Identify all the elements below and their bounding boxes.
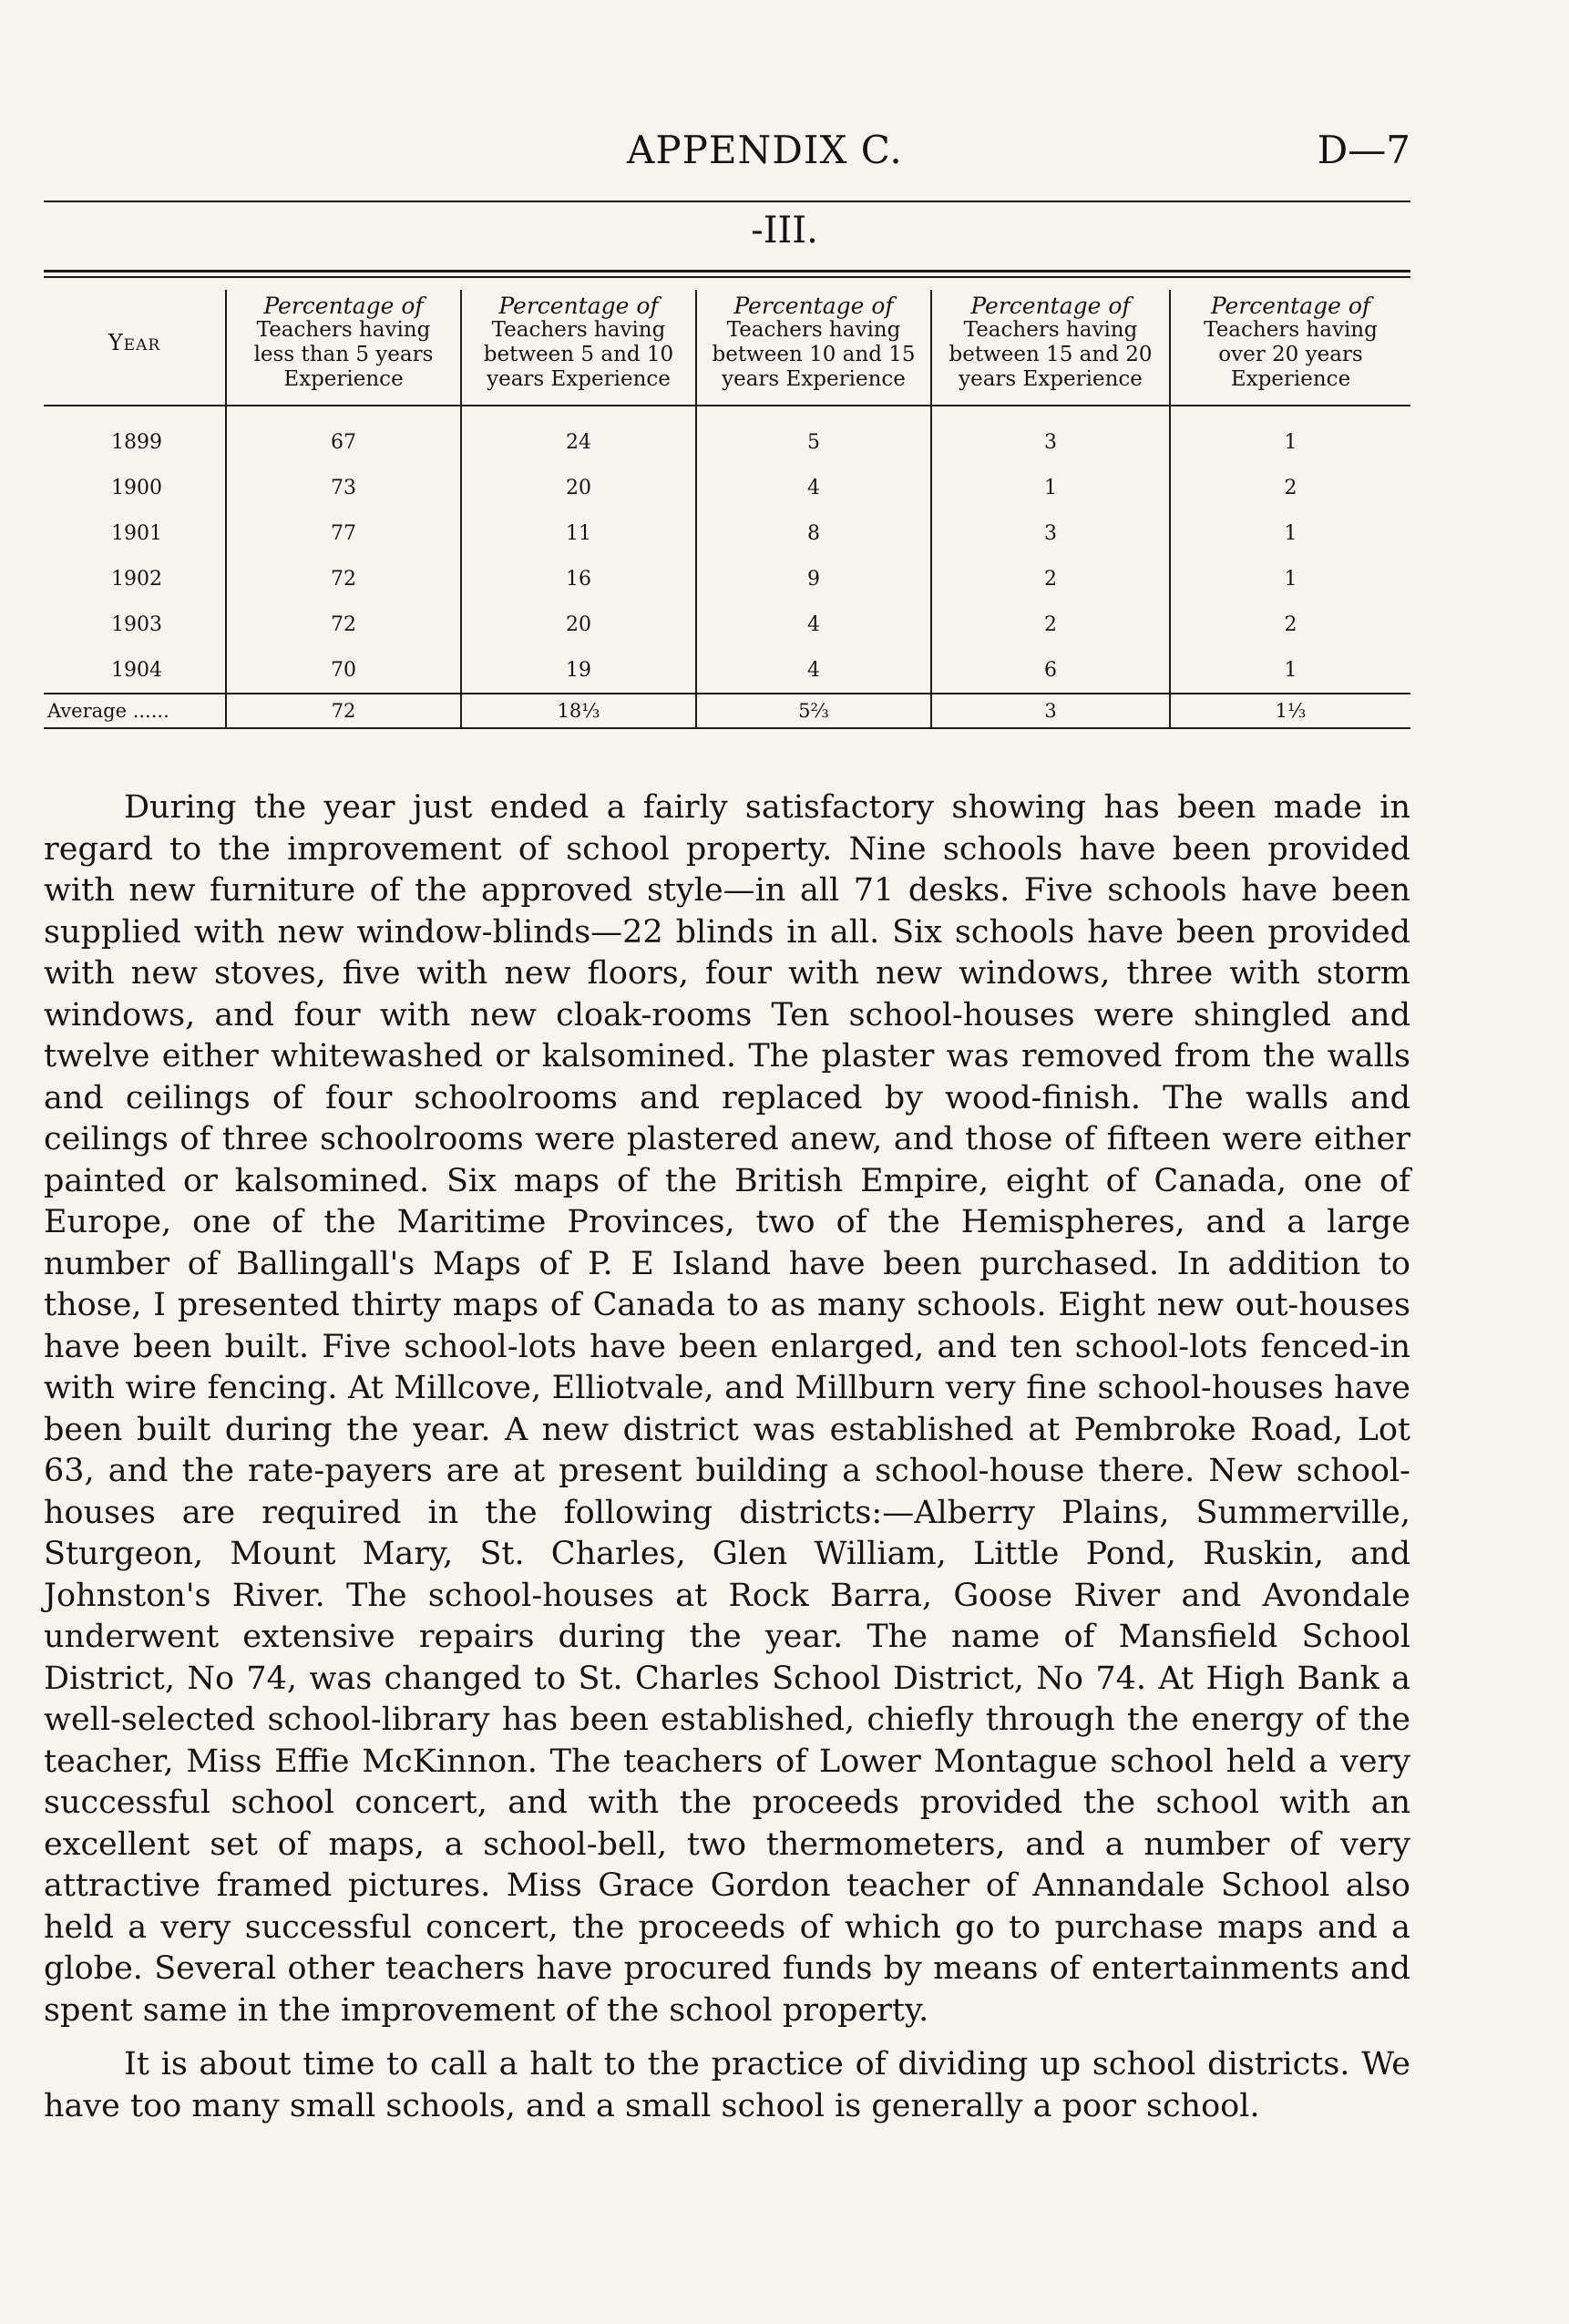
average-value-cell: 5⅔ (696, 694, 931, 728)
year-cell: 1900 (111, 476, 162, 499)
column-header-line: Percentage of (498, 293, 659, 319)
average-value-cell: 72 (226, 694, 461, 728)
page-number: D—7 (1317, 128, 1410, 172)
value-cell: 72 (226, 556, 461, 602)
column-header-line: less than 5 years (253, 343, 434, 366)
table-row (44, 602, 1410, 647)
value-cell: 4 (696, 602, 931, 647)
column-header-line: between 5 and 10 (483, 343, 674, 366)
value-cell: 9 (696, 556, 931, 602)
column-header-line: Teachers having (963, 318, 1138, 342)
value-cell: 73 (226, 465, 461, 510)
value-cell: 6 (931, 647, 1170, 694)
column-header (226, 290, 461, 406)
value-cell: 1 (1170, 510, 1410, 556)
value-cell: 4 (696, 465, 931, 510)
column-header-line: years Experience (722, 367, 906, 391)
table-row (44, 510, 1410, 556)
value-cell: 67 (226, 406, 461, 465)
average-value-cell: 3 (931, 694, 1170, 728)
value-cell: 1 (1170, 647, 1410, 694)
section-label: -III. (751, 210, 818, 252)
column-header (1170, 290, 1410, 406)
value-cell: 1 (1170, 556, 1410, 602)
value-cell: 2 (1170, 465, 1410, 510)
value-cell: 5 (696, 406, 931, 465)
value-cell: 24 (461, 406, 696, 465)
column-header-line: over 20 years (1218, 343, 1363, 366)
value-cell: 1 (1170, 406, 1410, 465)
value-cell: 16 (461, 556, 696, 602)
table-row (44, 406, 1410, 465)
value-cell: 20 (461, 465, 696, 510)
value-cell: 3 (931, 406, 1170, 465)
table-row (44, 465, 1410, 510)
value-cell: 2 (931, 602, 1170, 647)
column-header-line: Teachers having (1204, 318, 1378, 342)
column-header-line: between 10 and 15 (712, 343, 916, 366)
table-row (44, 647, 1410, 694)
value-cell: 19 (461, 647, 696, 694)
column-header-line: Experience (283, 367, 404, 391)
column-header (696, 290, 931, 406)
average-value-cell: 18⅓ (461, 694, 696, 728)
value-cell: 4 (696, 647, 931, 694)
body-paragraph: It is about time to call a halt to the practice of dividing up school districts. We have too many small schools, and a small school is generally a poor school. (44, 2046, 1410, 2124)
column-header (461, 290, 696, 406)
value-cell: 20 (461, 602, 696, 647)
average-label: Average ...... (44, 694, 226, 728)
column-header-line: Percentage of (263, 293, 424, 319)
column-header-line: Experience (1230, 367, 1351, 391)
column-header-line: Percentage of (970, 293, 1131, 319)
experience-table (44, 290, 1410, 729)
column-header-line: Percentage of (1210, 293, 1371, 319)
value-cell: 11 (461, 510, 696, 556)
table-body (44, 406, 1410, 728)
column-header-line: Teachers having (491, 318, 666, 342)
average-value-cell: 1⅓ (1170, 694, 1410, 728)
value-cell: 70 (226, 647, 461, 694)
year-column-header: Year (44, 290, 226, 406)
value-cell: 72 (226, 602, 461, 647)
average-row (44, 694, 1410, 728)
column-header (931, 290, 1170, 406)
value-cell: 8 (696, 510, 931, 556)
table-row (44, 556, 1410, 602)
year-cell: 1904 (111, 658, 162, 682)
column-header-line: years Experience (487, 367, 671, 391)
value-cell: 2 (1170, 602, 1410, 647)
column-header-line: between 15 and 20 (949, 343, 1153, 366)
value-cell: 3 (931, 510, 1170, 556)
column-header-line: Teachers having (726, 318, 901, 342)
year-cell: 1903 (111, 612, 162, 636)
table-header-row (44, 290, 1410, 406)
year-cell: 1902 (111, 567, 162, 591)
column-header-line: years Experience (959, 367, 1143, 391)
appendix-title: APPENDIX C. (627, 128, 903, 172)
body-paragraph: During the year just ended a fairly satisfactory showing has been made in regard to the improvement of school property. Nine schools have been provided with new furniture of the approved style—in all 71 desks. Five schools have been supplied with new window-blinds—22 blinds in all. Six schools have been provided with new stoves, five with new floors, four with new windows, three with storm windows, and four with new cloak-rooms Ten school-houses were shingled and twelve either whitewashed or kalsomined. The plaster was removed from the walls and ceilings of four schoolrooms and replaced by wood-finish. The walls and ceilings of three schoolrooms were plastered anew, and those of fifteen were either painted or kalsomined. Six maps of the British Empire, eight of Canada, one of Europe, one of the Maritime Provinces, two of the Hemispheres, and a large number of Ballingall's Maps of P. E Island have been purchased. In addition to those, I presented thirty maps of Canada to as many schools. Eight new out-houses have been built. Five school-lots have been enlarged, and ten school-lots fenced-in with wire fencing. At Millcove, Elliotvale, and Millburn very fine school-houses have been built during the year. A new district was established at Pembroke Road, Lot 63, and the rate-payers are at present building a school-house there. New school-houses are required in the following districts:—Alberry Plains, Summerville, Sturgeon, Mount Mary, St. Charles, Glen William, Little Pond, Ruskin, and Johnston's River. The school-houses at Rock Barra, Goose River and Avondale underwent extensive repairs during the year. The name of Mansfield School District, No 74, was changed to St. Charles School District, No 74. At High Bank a well-selected school-library has been established, chiefly through the energy of the teacher, Miss Effie McKinnon. The teachers of Lower Montague school held a very successful school concert, and with the proceeds provided the school with an excellent set of maps, a school-bell, two thermometers, and a number of very attractive framed pictures. Miss Grace Gordon teacher of Annandale School also held a very successful concert, the proceeds of which go to purchase maps and a globe. Several other teachers have procured funds by means of entertainments and spent same in the improvement of the school property. (44, 789, 1410, 2029)
value-cell: 1 (931, 465, 1170, 510)
year-cell: 1901 (111, 521, 162, 545)
table-top-rule (44, 270, 1410, 273)
value-cell: 2 (931, 556, 1170, 602)
column-header-line: Percentage of (733, 293, 894, 319)
value-cell: 77 (226, 510, 461, 556)
table-top-rule-inner (44, 276, 1410, 278)
column-header-line: Teachers having (256, 318, 431, 342)
year-cell: 1899 (111, 430, 162, 454)
header-rule (44, 201, 1410, 202)
body-text (44, 787, 1410, 2140)
page-header (44, 128, 1410, 182)
